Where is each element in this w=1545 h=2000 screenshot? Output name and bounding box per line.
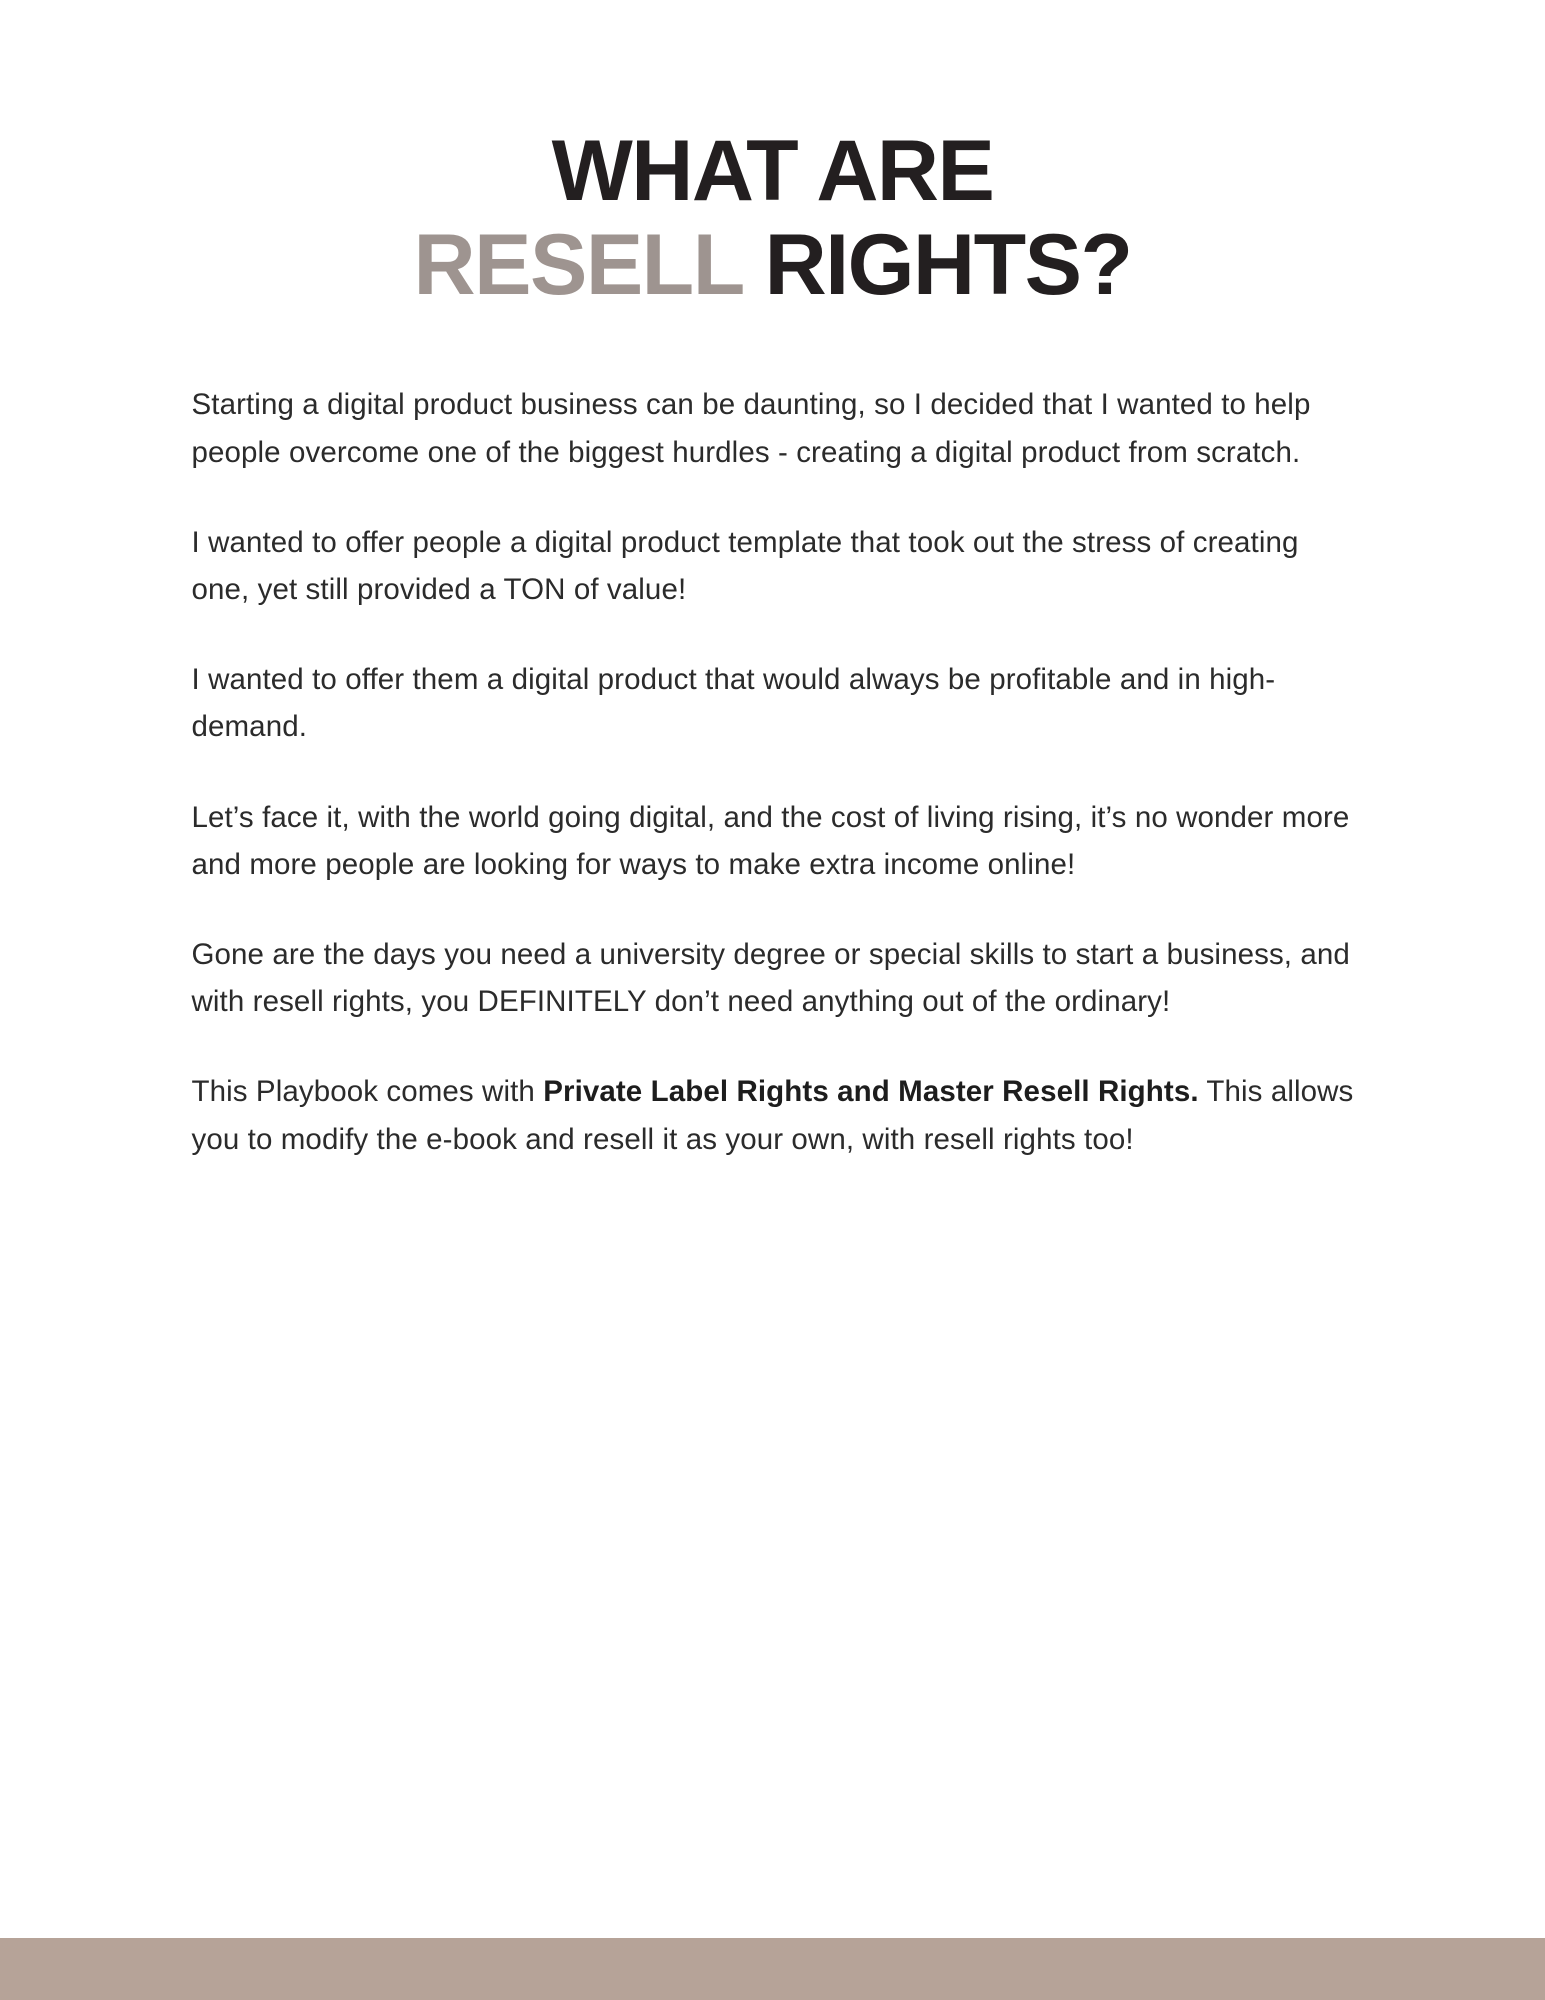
paragraph: Starting a digital product business can be daunting, so I decided that I wanted to help people overcome one of the biggest hurdles - creating a digital product from scratch. xyxy=(191,388,1311,469)
paragraph: I wanted to offer them a digital product that would always be profitable and in high-demand. xyxy=(191,663,1276,744)
rights-bold-text: Private Label Rights and Master Resell Rights. xyxy=(543,1075,1199,1109)
footer-bar xyxy=(0,1938,1545,2000)
title-line-2-rest: RIGHTS? xyxy=(742,216,1132,313)
title-line-1: WHAT ARE xyxy=(551,123,994,219)
paragraph: I wanted to offer people a digital product template that took out the stress of creating one, yet still provided a TON of value! xyxy=(191,525,1299,606)
body-text xyxy=(162,309,1384,1162)
paragraph: Gone are the days you need a university degree or special skills to start a business, and with resell rights, you DEFINITELY don’t need anything out of the ordinary! xyxy=(191,937,1350,1019)
title-accent-word: RESELL xyxy=(413,216,743,313)
rights-tail-text: This allows you to modify the e-book and resell it as your own, with resell rights too! xyxy=(191,1075,1354,1156)
title-line-2 xyxy=(0,216,1545,313)
paragraph-rights xyxy=(192,1068,1354,1162)
page-title xyxy=(0,0,1545,313)
paragraph: Let’s face it, with the world going digital, and the cost of living rising, it’s no wonder more and more people are looking for ways to make extra income online! xyxy=(191,800,1350,881)
rights-lead-text: This Playbook comes with xyxy=(191,1075,544,1109)
